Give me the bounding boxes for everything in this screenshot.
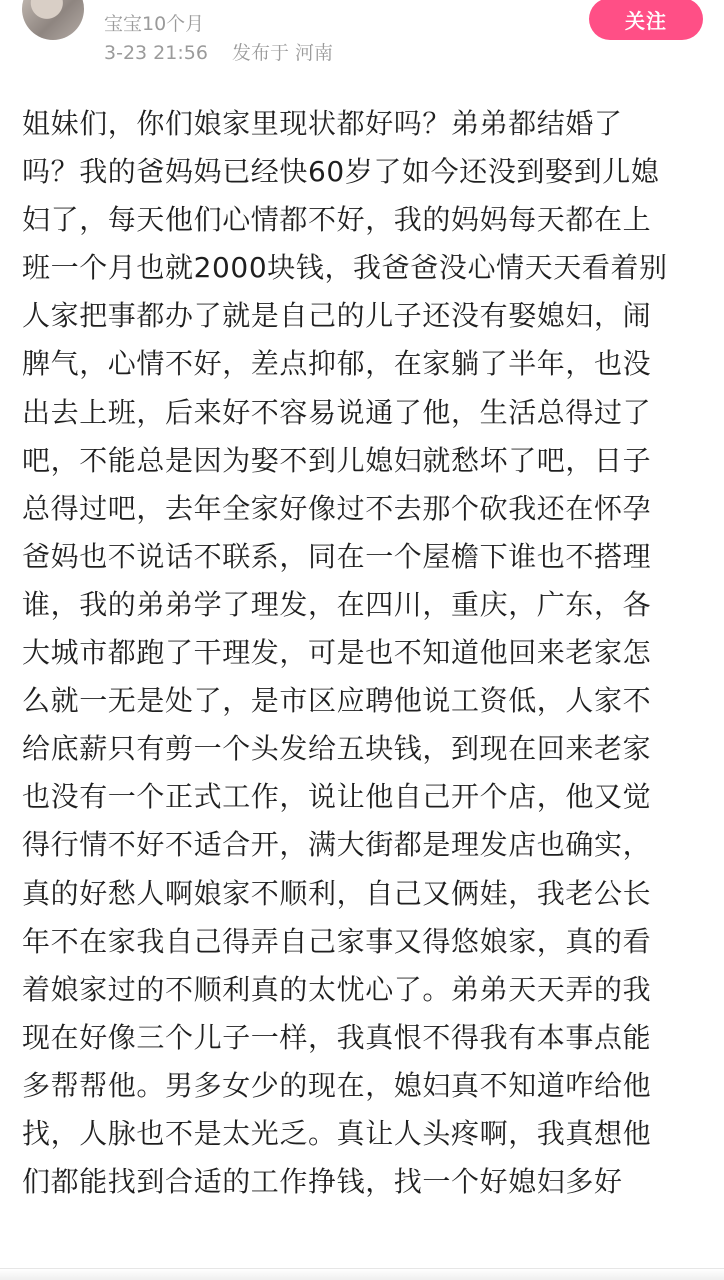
post-text-line: 真的好愁人啊娘家不顺利，自己又俩娃，我老公长 bbox=[22, 876, 652, 910]
post-text-line: 着娘家过的不顺利真的太忧心了。弟弟天天弄的我 bbox=[22, 972, 652, 1006]
post-text-line: 姐妹们，你们娘家里现状都好吗？弟弟都结婚了 bbox=[22, 107, 623, 140]
post-text-line: 也没有一个正式工作，说让他自己开个店，他又觉 bbox=[22, 780, 652, 814]
post-text-line: 多帮帮他。男多女少的现在，媳妇真不知道咋给他 bbox=[22, 1068, 652, 1102]
bottom-divider bbox=[0, 1268, 724, 1280]
post-header bbox=[0, 0, 724, 72]
post-text-line: 妇了，每天他们心情都不好，我的妈妈每天都在上 bbox=[22, 203, 652, 237]
post-text-line: 爸妈也不说话不联系，同在一个屋檐下谁也不搭理 bbox=[22, 539, 652, 573]
post-text-line: 现在好像三个儿子一样，我真恨不得我有本事点能 bbox=[22, 1020, 652, 1054]
post-text-line: 吗？我的爸妈妈已经快60岁了如今还没到娶到儿媳 bbox=[22, 155, 660, 189]
post-text-line: 人家把事都办了就是自己的儿子还没有娶媳妇，闹 bbox=[22, 299, 652, 333]
post-text-line: 谁，我的弟弟学了理发，在四川，重庆，广东，各 bbox=[22, 587, 652, 621]
post-meta bbox=[104, 38, 333, 65]
post-text-line: 年不在家我自己得弄自己家事又得悠娘家，真的看 bbox=[22, 924, 652, 958]
baby-age-label: 宝宝10个月 bbox=[104, 13, 205, 35]
post-text-line: 得行情不好不适合开，满大街都是理发店也确实， bbox=[22, 828, 652, 862]
post-text-line: 班一个月也就2000块钱，我爸爸没心情天天看着别 bbox=[22, 251, 668, 285]
post-text-line: 找，人脉也不是太光乏。真让人头疼啊，我真想他 bbox=[22, 1116, 652, 1150]
post-time: 3-23 21:56 bbox=[104, 42, 208, 64]
post-text-line: 大城市都跑了干理发，可是也不知道他回来老家怎 bbox=[22, 636, 652, 670]
post-body bbox=[22, 100, 704, 1206]
follow-button[interactable]: 关注 bbox=[589, 0, 703, 40]
post-text-line: 出去上班，后来好不容易说通了他，生活总得过了 bbox=[22, 395, 652, 429]
avatar[interactable] bbox=[22, 0, 84, 40]
post-text-line: 脾气，心情不好，差点抑郁，在家躺了半年，也没 bbox=[22, 347, 652, 381]
post-text-line: 吧，不能总是因为娶不到儿媳妇就愁坏了吧，日子 bbox=[22, 443, 652, 477]
author-name[interactable] bbox=[104, 0, 214, 6]
post-location: 发布于 河南 bbox=[231, 42, 334, 64]
post-text-line: 给底薪只有剪一个头发给五块钱，到现在回来老家 bbox=[22, 732, 652, 766]
post-text-line: 总得过吧，去年全家好像过不去那个砍我还在怀孕 bbox=[22, 491, 652, 525]
post-text-line: 们都能找到合适的工作挣钱，找一个好媳妇多好 bbox=[22, 1165, 623, 1199]
post-text-line: 么就一无是处了，是市区应聘他说工资低，人家不 bbox=[22, 684, 652, 718]
